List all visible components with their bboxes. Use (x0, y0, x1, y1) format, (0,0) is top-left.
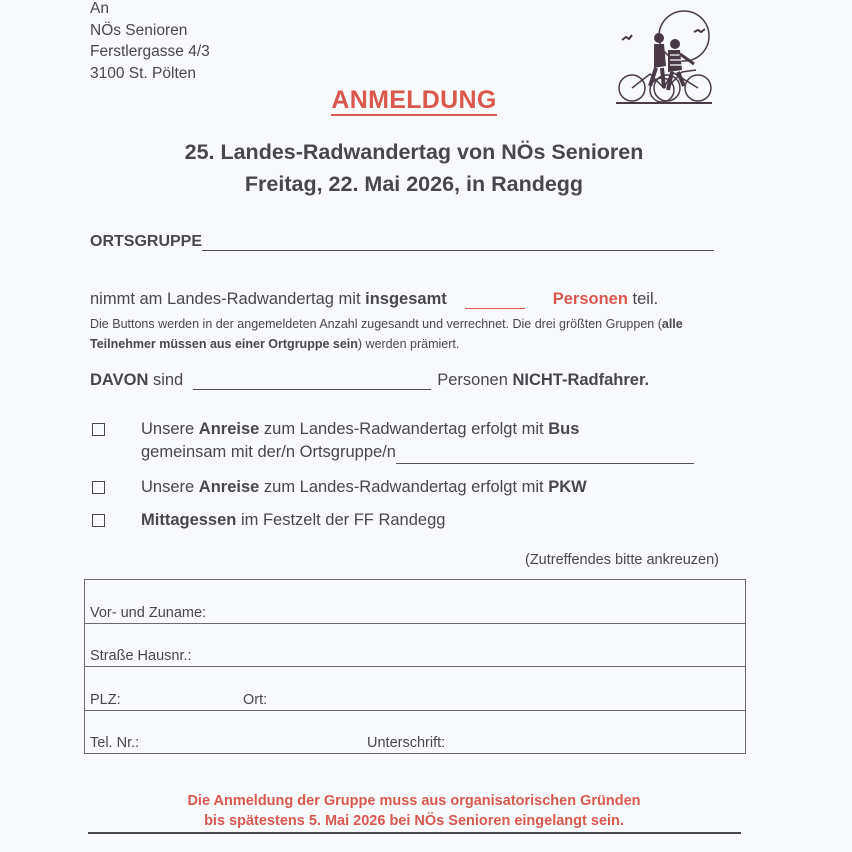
plz-label: PLZ: (90, 691, 121, 708)
signature-label: Unterschrift: (367, 735, 446, 751)
non-cyclists-count-field[interactable] (193, 373, 431, 390)
bottom-divider (88, 832, 741, 834)
note-text: Die Buttons werden in der angemeldeten Anzahl zugesandt und verrechnet. Die drei größten Gruppen ( (90, 317, 662, 331)
pkw-checkbox[interactable] (92, 481, 105, 494)
option-text: Unsere (141, 420, 199, 438)
participants-unit: Personen (552, 290, 628, 308)
bus-group-label: gemeinsam mit der/n Ortsgruppe/n (141, 443, 396, 461)
street-label: Straße Hausnr.: (90, 648, 192, 664)
tel-signature-row[interactable] (85, 711, 745, 754)
bus-group-field[interactable] (396, 447, 694, 464)
participants-row (90, 290, 658, 309)
ort-label: Ort: (243, 691, 268, 708)
address-line: Ferstlergasse 4/3 (90, 43, 210, 60)
name-row[interactable] (85, 580, 745, 624)
deadline-line-1: Die Anmeldung der Gruppe muss aus organisatorischen Gründen (187, 793, 641, 809)
note-text-end: ) werden prämiert. (357, 336, 460, 351)
option-bold: Anreise (198, 478, 260, 496)
event-title: 25. Landes-Radwandertag von NÖs Senioren (184, 140, 644, 164)
bus-checkbox[interactable] (92, 423, 105, 436)
tel-label: Tel. Nr.: (90, 735, 140, 751)
event-date-location: Freitag, 22. Mai 2026, in Randegg (244, 172, 584, 196)
davon-suffix: Personen (437, 371, 513, 389)
address-line: 3100 St. Pölten (90, 64, 196, 82)
note-bold: alle Teilnehmer müssen aus einer Ortgruppe sein (90, 317, 683, 351)
ortsgruppe-row (90, 233, 714, 251)
option-bold: Anreise (198, 420, 260, 438)
plz-ort-row[interactable] (85, 667, 745, 711)
recipient-address (90, 0, 210, 84)
davon-suffix-bold: NICHT-Radfahrer. (512, 371, 650, 389)
option-lunch-text (141, 509, 445, 532)
option-bus-text (141, 418, 694, 464)
lunch-checkbox[interactable] (92, 514, 105, 527)
option-text: Unsere (141, 478, 199, 496)
deadline-notice (0, 791, 828, 831)
participants-count-field[interactable] (465, 294, 525, 309)
option-pkw (92, 476, 587, 499)
street-row[interactable] (85, 624, 745, 668)
davon-text: sind (148, 371, 184, 389)
ortsgruppe-field[interactable] (202, 234, 714, 251)
option-pkw-text (141, 476, 587, 499)
option-text: im Festzelt der FF Randegg (236, 511, 446, 529)
address-line: An (90, 0, 109, 17)
participants-suffix: teil. (627, 290, 659, 308)
check-hint: (Zutreffendes bitte ankreuzen) (525, 552, 719, 568)
title-text: ANMELDUNG (331, 86, 497, 114)
participants-prefix: nimmt am Landes-Radwandertag mit (90, 290, 366, 308)
contact-form (84, 579, 746, 754)
option-text: zum Landes-Radwandertag erfolgt mit (259, 478, 549, 496)
participants-bold: insgesamt (365, 290, 447, 308)
name-label: Vor- und Zuname: (90, 604, 207, 621)
option-bold: Bus (548, 420, 580, 438)
page-title (0, 86, 828, 115)
non-cyclists-row (90, 371, 649, 390)
option-bold: Mittagessen (141, 511, 237, 529)
ortsgruppe-label: ORTSGRUPPE (90, 233, 203, 250)
davon-label: DAVON (90, 371, 149, 389)
option-lunch (92, 509, 445, 532)
deadline-line-2: bis spätestens 5. Mai 2026 bei NÖs Senioren eingelangt sein. (204, 813, 624, 829)
address-line: NÖs Senioren (90, 21, 188, 39)
option-bus (92, 418, 694, 464)
option-bold: PKW (548, 478, 587, 496)
info-note (90, 315, 730, 354)
option-text: zum Landes-Radwandertag erfolgt mit (259, 420, 549, 438)
